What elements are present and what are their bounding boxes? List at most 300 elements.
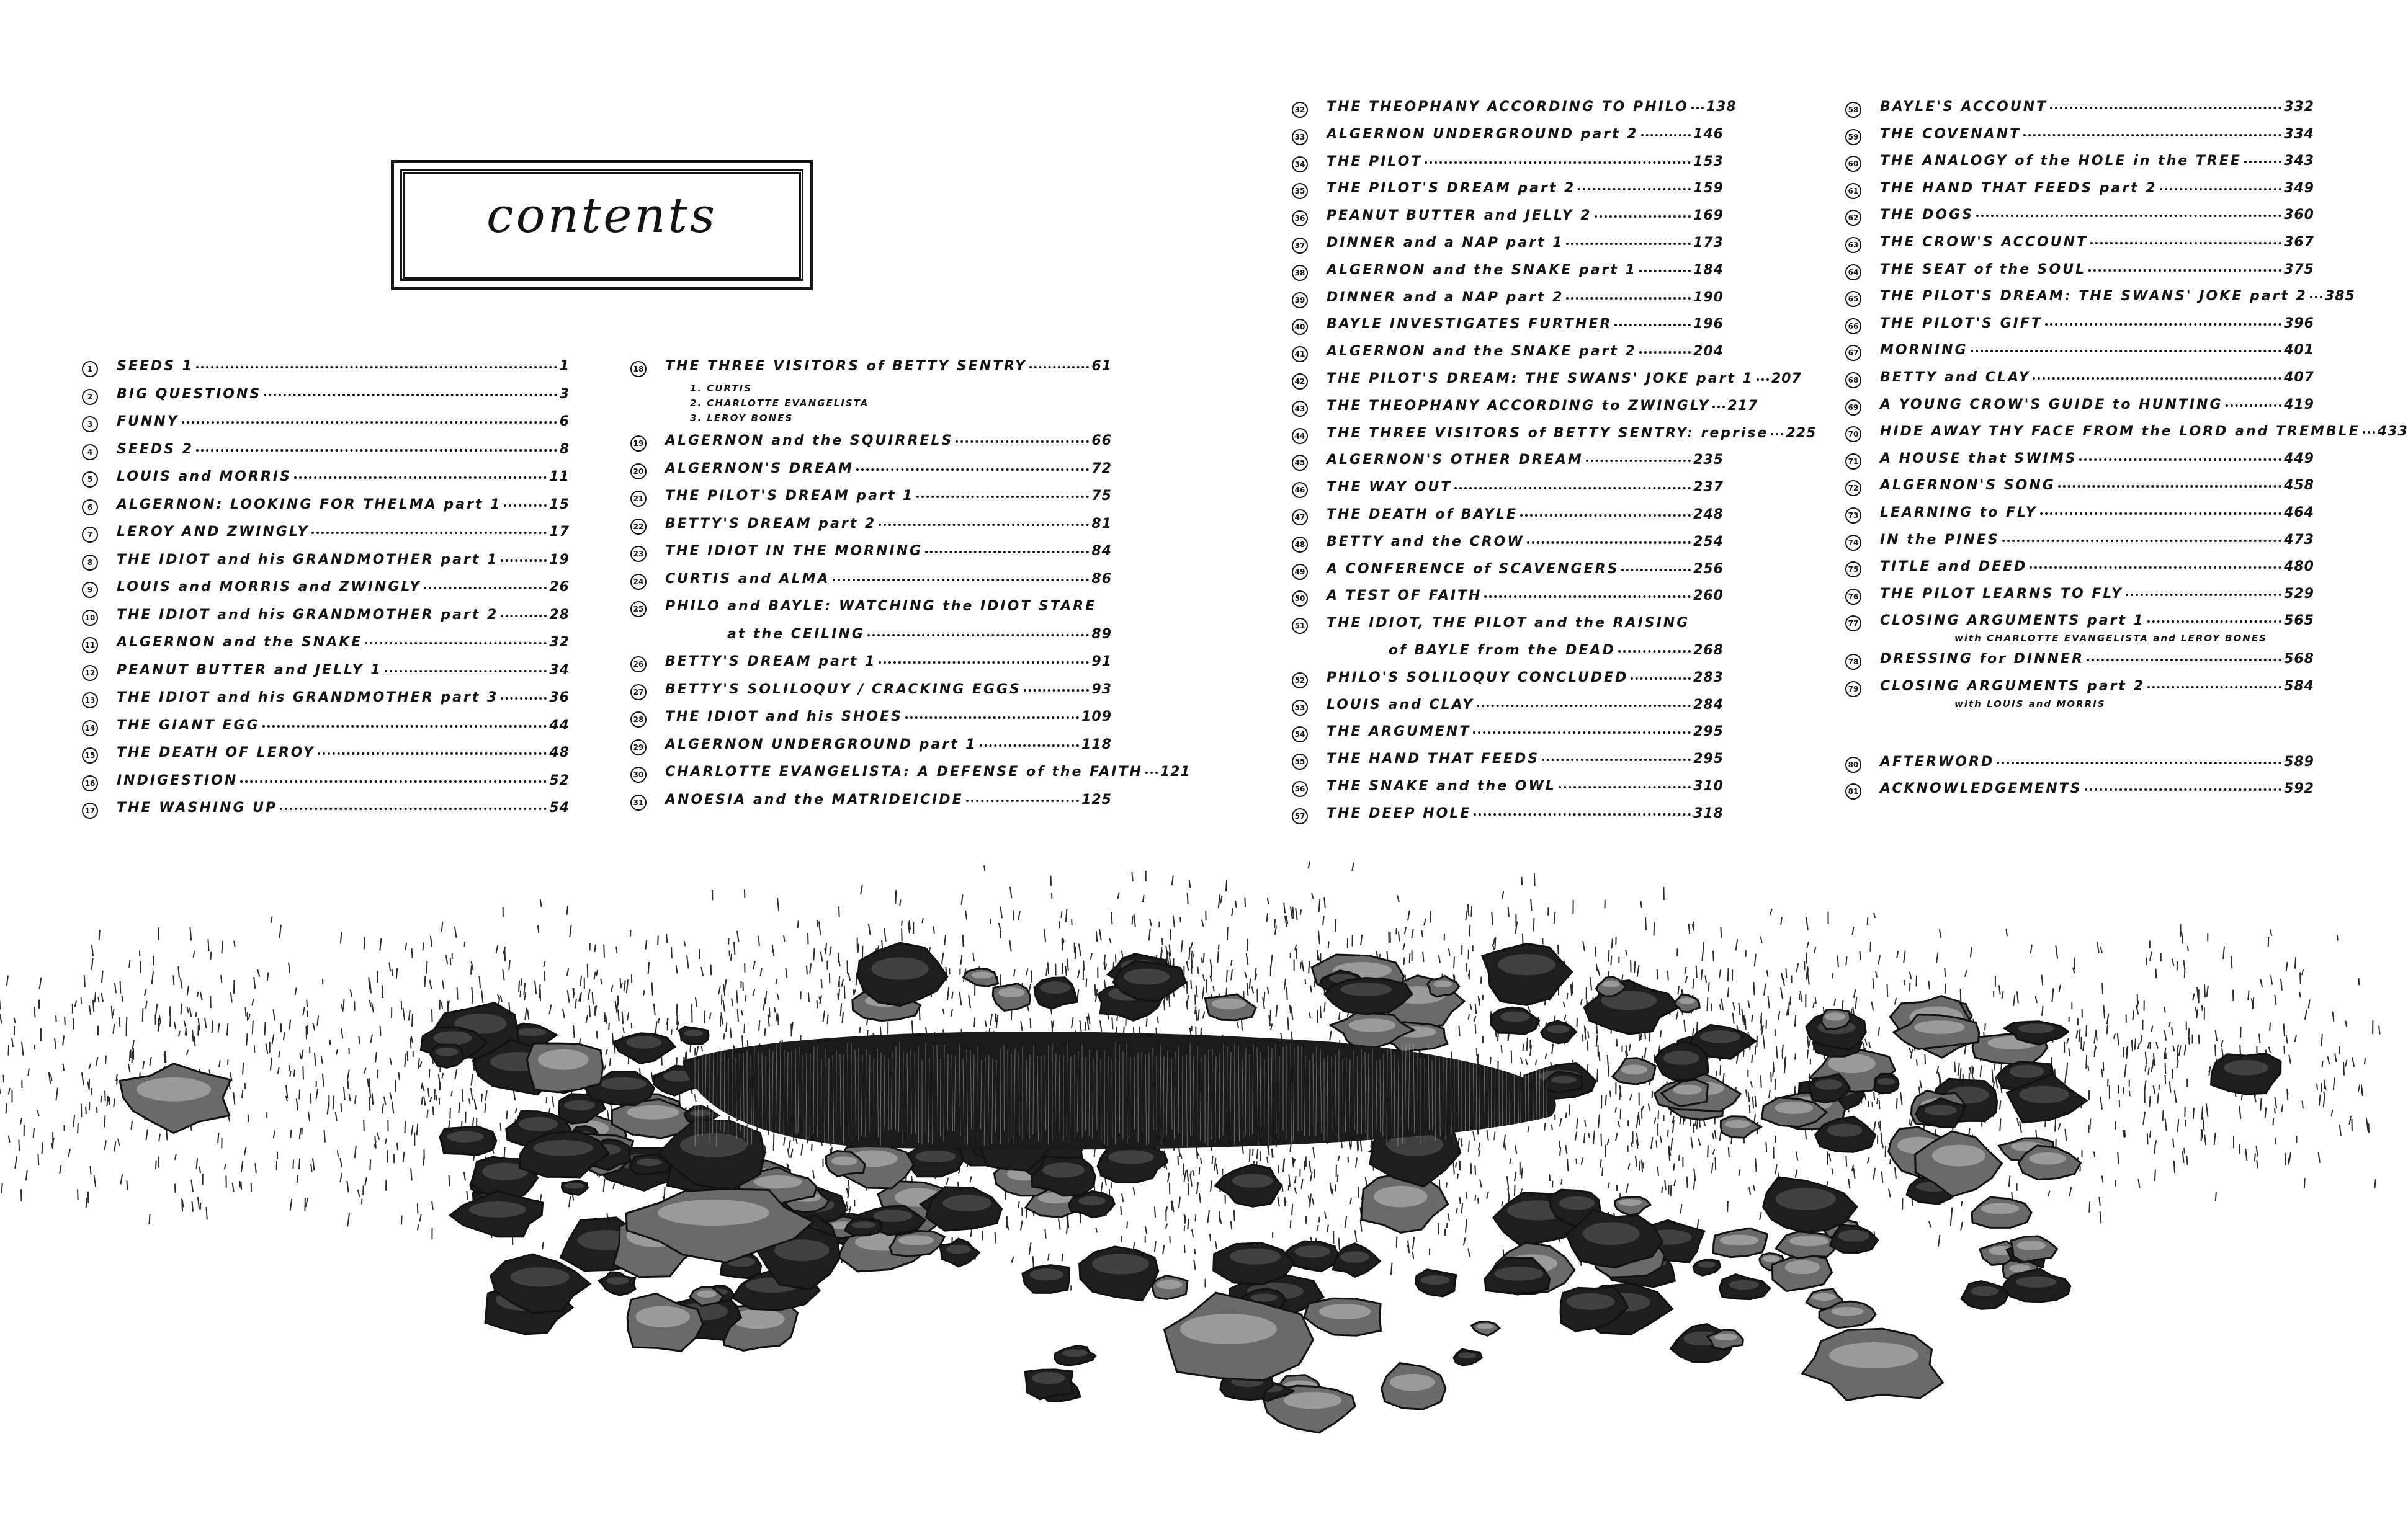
page-number: 217 [1727, 398, 1758, 414]
leader-dots [196, 449, 557, 452]
page-number: 17 [549, 524, 570, 540]
chapter-number: 42 [1292, 373, 1308, 390]
chapter-title: BIG QUESTIONS [117, 386, 262, 402]
toc-entry [633, 654, 1112, 683]
toc-entry [84, 607, 570, 636]
chapter-title: BETTY'S DREAM part 2 [665, 515, 877, 532]
leader-dots [2023, 134, 2281, 136]
toc-entry [1294, 126, 1724, 155]
leader-dots [2040, 512, 2281, 515]
chapter-number: 53 [1292, 700, 1308, 716]
chapter-title: THE PILOT [1327, 153, 1423, 169]
toc-entry [1294, 425, 1817, 454]
page-number: 1 [559, 359, 570, 374]
chapter-number: 21 [630, 491, 647, 507]
chapter-number: 76 [1845, 589, 1861, 605]
toc-entry [1848, 424, 2408, 452]
toc-entry [1848, 396, 2314, 426]
toc-entry [1294, 234, 1724, 264]
chapter-title: THE PILOT'S DREAM part 1 [665, 488, 915, 504]
leader-dots [1639, 351, 1691, 354]
leader-dots [1639, 270, 1691, 272]
toc-entry [1848, 99, 2314, 128]
leader-dots [1566, 297, 1691, 300]
toc-entry [1294, 588, 1724, 617]
chapter-title: AFTERWORD [1880, 754, 1995, 770]
chapter-title: PEANUT BUTTER and JELLY 1 [117, 662, 382, 678]
chapter-number: 18 [630, 361, 647, 377]
leader-dots [264, 394, 557, 396]
chapter-title: LOUIS and MORRIS and ZWINGLY [117, 579, 421, 595]
page-number: 48 [549, 745, 570, 760]
chapter-title: ANOESIA and the MATRIDEICIDE [665, 791, 964, 808]
toc-entry [1294, 452, 1724, 481]
page-number: 419 [2284, 396, 2314, 412]
page-number: 11 [549, 469, 570, 484]
leader-dots [311, 532, 547, 534]
leader-dots [424, 587, 547, 589]
chapter-number: 41 [1292, 346, 1308, 362]
page-number: 169 [1693, 208, 1724, 224]
page-number: 256 [1693, 561, 1724, 577]
leader-dots [2147, 686, 2281, 688]
toc-entry [1848, 126, 2314, 155]
toc-entry [1294, 99, 1737, 128]
page-number: 283 [1693, 669, 1724, 685]
chapter-title: A HOUSE that SWIMS [1880, 450, 2077, 466]
page-number: 589 [2284, 754, 2314, 770]
leader-dots [1618, 650, 1691, 653]
toc-entry [1294, 344, 1724, 372]
page-number: 8 [559, 441, 570, 457]
chapter-title: BETTY and the CROW [1327, 533, 1524, 550]
toc-entry [1848, 559, 2314, 587]
chapter-number: 75 [1845, 561, 1861, 577]
chapter-number: 59 [1845, 129, 1861, 145]
chapter-number: 67 [1845, 345, 1861, 361]
chapter-number: 32 [1292, 102, 1308, 118]
chapter-number: 80 [1845, 757, 1861, 773]
leader-dots [1595, 215, 1691, 218]
toc-column-1 [84, 359, 570, 829]
toc-entry [1848, 207, 2314, 236]
page-number: 401 [2284, 342, 2314, 359]
chapter-title: BAYLE'S ACCOUNT [1880, 99, 2048, 115]
page-number: 332 [2284, 99, 2314, 115]
toc-entry [1848, 369, 2314, 398]
toc-entry [87, 496, 570, 526]
leader-dots [1473, 731, 1691, 734]
toc-entry [1294, 724, 1724, 752]
chapter-title: THE WASHING UP [117, 800, 278, 816]
toc-entry [84, 690, 570, 719]
page-number: 34 [549, 662, 570, 678]
chapter-number: 26 [630, 656, 647, 672]
chapter-number: 72 [1845, 480, 1861, 496]
toc-entry [1294, 506, 1724, 535]
toc-entry [1294, 697, 1724, 726]
toc-entry [1848, 651, 2314, 680]
page-number: 184 [1693, 262, 1724, 278]
toc-entry [1848, 586, 2314, 615]
chapter-number: 30 [630, 767, 647, 783]
chapter-number: 78 [1845, 654, 1861, 670]
toc-entry [1848, 153, 2314, 182]
chapter-number: 79 [1845, 681, 1861, 697]
chapter-number: 20 [630, 463, 647, 479]
chapter-number: 50 [1292, 590, 1308, 607]
chapter-title: THE PILOT'S DREAM: THE SWANS' JOKE part 2 [1880, 288, 2307, 305]
leader-dots [1474, 813, 1691, 816]
chapter-title: THE PILOT'S GIFT [1880, 315, 2043, 331]
leader-dots [956, 440, 1089, 443]
page-number: 75 [1091, 488, 1112, 504]
chapter-number: 35 [1292, 183, 1308, 199]
toc-entry [1848, 754, 2314, 783]
page-number: 295 [1693, 751, 1724, 767]
page-number: 207 [1771, 370, 1802, 386]
chapter-title: DRESSING for DINNER [1880, 651, 2084, 667]
toc-entry [633, 709, 1112, 738]
chapter-title: BETTY and CLAY [1880, 369, 2031, 385]
toc-entry [87, 386, 570, 416]
chapter-number: 24 [630, 574, 647, 590]
chapter-title: BAYLE INVESTIGATES FURTHER [1327, 316, 1613, 332]
chapter-title: A YOUNG CROW'S GUIDE to HUNTING [1880, 396, 2223, 412]
chapter-number: 61 [1845, 183, 1861, 199]
chapter-title: THE ANALOGY of the HOLE in the TREE [1880, 153, 2242, 169]
leader-dots [2058, 485, 2281, 488]
toc-entry [1294, 669, 1724, 698]
leader-dots [2310, 296, 2322, 298]
chapter-title: CLOSING ARGUMENTS part 2 [1880, 678, 2145, 694]
chapter-number: 33 [1292, 129, 1308, 145]
chapter-number: 57 [1292, 808, 1308, 824]
toc-entry [633, 764, 1191, 793]
page-number: 349 [2284, 180, 2314, 196]
chapter-title: THE SEAT of the SOUL [1880, 261, 2087, 277]
chapter-title: THE SNAKE and the OWL [1327, 778, 1556, 794]
chapter-title: THE DOGS [1880, 207, 1974, 223]
leader-dots [916, 496, 1089, 498]
page-number: 15 [549, 496, 570, 512]
leader-dots [2087, 659, 2281, 661]
page-number: 334 [2284, 126, 2314, 142]
chapter-title: PEANUT BUTTER and JELLY 2 [1327, 208, 1592, 224]
page-number: 237 [1693, 479, 1724, 496]
leader-dots [2244, 161, 2281, 163]
leader-dots [1621, 569, 1691, 571]
chapter-number: 68 [1845, 372, 1861, 388]
leader-dots [1586, 460, 1691, 462]
leader-dots [182, 421, 557, 424]
toc-entry [633, 488, 1112, 517]
chapter-number: 39 [1292, 292, 1308, 308]
chapter-title: THE THREE VISITORS of BETTY SENTRY: reprise [1327, 425, 1769, 441]
leader-dots [2050, 107, 2281, 109]
chapter-number: 7 [82, 527, 98, 543]
page-number: 473 [2284, 532, 2314, 548]
toc-entry [1294, 751, 1724, 780]
toc-entry [1294, 615, 1724, 671]
chapter-title: ALGERNON: LOOKING FOR THELMA part 1 [117, 496, 502, 512]
chapter-number: 44 [1292, 428, 1308, 444]
page-number: 109 [1081, 709, 1112, 724]
toc-entry [84, 635, 570, 664]
rock-field [120, 943, 2281, 1433]
toc-entry [633, 543, 1112, 573]
page-number: 91 [1091, 654, 1112, 669]
page-number: 125 [1081, 791, 1112, 808]
page-number: 407 [2284, 369, 2314, 385]
toc-entry [1294, 289, 1724, 318]
toc-column-2 [633, 359, 1191, 821]
page-number: 367 [2284, 234, 2314, 250]
page-number: 433 [2377, 424, 2408, 440]
toc-entry [84, 772, 570, 802]
chapter-title: THE HAND THAT FEEDS [1327, 751, 1540, 767]
chapter-title: THE IDIOT, THE PILOT and the RAISING [1327, 615, 1690, 631]
leader-dots [856, 468, 1089, 471]
chapter-title: THE IDIOT and his GRANDMOTHER part 1 [117, 551, 499, 568]
chapter-number: 14 [82, 720, 98, 736]
chapter-title: THE IDIOT and his SHOES [665, 709, 903, 724]
toc-entry [1848, 180, 2314, 209]
toc-entry [87, 524, 570, 553]
page-number: 584 [2284, 678, 2314, 694]
toc-entry [1848, 781, 2314, 809]
chapter-title: THE ARGUMENT [1327, 724, 1471, 740]
leader-dots [2088, 269, 2281, 272]
chapter-title: BETTY'S SOLILOQUY / CRACKING EGGS [665, 681, 1021, 697]
toc-entry [1294, 262, 1724, 291]
sublist-item: 1. CURTIS [690, 383, 753, 394]
chapter-number: 16 [82, 775, 98, 791]
leader-dots [1566, 243, 1691, 245]
toc-column-4 [1848, 99, 2408, 809]
chapter-number: 10 [82, 610, 98, 626]
toc-entry [1294, 805, 1724, 834]
leader-dots [240, 780, 547, 783]
chapter-number: 56 [1292, 781, 1308, 797]
chapter-number: 5 [82, 471, 98, 488]
chapter-title: THE HAND THAT FEEDS part 2 [1880, 180, 2157, 196]
leader-dots [867, 634, 1090, 636]
leader-dots [879, 661, 1089, 664]
chapter-number: 40 [1292, 319, 1308, 335]
chapter-note: with CHARLOTTE EVANGELISTA and LEROY BONES [1954, 633, 2267, 644]
leader-dots [2226, 404, 2282, 407]
toc-entry [633, 359, 1112, 426]
chapter-title: HIDE AWAY THY FACE FROM the LORD and TREMBLE [1880, 424, 2360, 440]
page-number: 28 [549, 607, 570, 623]
chapter-title: THE COVENANT [1880, 126, 2021, 142]
leader-dots [966, 800, 1079, 802]
chapter-title: LOUIS and MORRIS [117, 469, 292, 484]
chapter-title: THE WAY OUT [1327, 479, 1452, 496]
leader-dots [1542, 759, 1691, 761]
toc-entry [1848, 288, 2355, 317]
chapter-title: ALGERNON UNDERGROUND part 1 [665, 736, 977, 752]
chapter-number: 49 [1292, 564, 1308, 580]
page-number: 204 [1693, 344, 1724, 360]
chapter-number: 47 [1292, 509, 1308, 525]
page-number: 295 [1693, 724, 1724, 740]
chapter-title: ALGERNON'S OTHER DREAM [1327, 452, 1583, 468]
chapter-title: LEARNING to FLY [1880, 504, 2038, 520]
chapter-title: TITLE and DEED [1880, 559, 2028, 575]
page-number: 93 [1091, 681, 1112, 697]
toc-entry [1294, 479, 1724, 508]
page-number: 153 [1693, 153, 1724, 169]
page-title: contents [486, 188, 717, 244]
chapter-number: 81 [1845, 783, 1861, 800]
leader-dots [365, 642, 547, 644]
chapter-title: LOUIS and CLAY [1327, 697, 1475, 713]
leader-dots [980, 744, 1079, 747]
page-number: 568 [2284, 651, 2314, 667]
page-number: 565 [2284, 613, 2314, 629]
contents-title-frame [391, 160, 813, 290]
toc-entry [84, 745, 570, 774]
chapter-title: ACKNOWLEDGEMENTS [1880, 781, 2082, 797]
leader-dots [1971, 350, 2281, 352]
chapter-title: THE PILOT'S DREAM part 2 [1327, 180, 1576, 197]
toc-entry [1848, 678, 2314, 718]
chapter-title: CURTIS and ALMA [665, 571, 830, 587]
chapter-title: THE IDIOT IN THE MORNING [665, 543, 923, 559]
chapter-title: DINNER and a NAP part 1 [1327, 234, 1564, 251]
toc-entry [84, 800, 570, 829]
chapter-number: 48 [1292, 537, 1308, 553]
leader-dots [2147, 620, 2281, 623]
toc-column-3 [1294, 99, 1817, 834]
chapter-number: 74 [1845, 535, 1861, 551]
toc-entry [1294, 208, 1724, 236]
chapter-title: FUNNY [117, 414, 179, 429]
leader-dots [385, 670, 547, 672]
chapter-note: with LOUIS and MORRIS [1954, 698, 2106, 710]
leader-dots [318, 752, 547, 755]
page-number: 529 [2284, 586, 2314, 602]
chapter-number: 15 [82, 747, 98, 764]
chapter-number: 71 [1845, 453, 1861, 470]
toc-entry [87, 414, 570, 443]
toc-entry [87, 579, 570, 608]
chapter-title: THE THEOPHANY ACCORDING TO PHILO [1327, 99, 1689, 115]
chapter-title: THE GIANT EGG [117, 717, 260, 733]
page-number: 36 [549, 690, 570, 705]
leader-dots [1757, 378, 1769, 381]
chapter-number: 52 [1292, 672, 1308, 688]
toc-entry [633, 791, 1112, 821]
page-number: 343 [2284, 153, 2314, 169]
page-number: 254 [1693, 533, 1724, 550]
chapter-number: 23 [630, 546, 647, 562]
toc-entry [87, 359, 570, 388]
leader-dots [1691, 107, 1704, 109]
toc-entry [1294, 316, 1724, 345]
chapter-number: 27 [630, 684, 647, 700]
page-number: 173 [1693, 234, 1724, 251]
chapter-number: 77 [1845, 615, 1861, 631]
page-number: 464 [2284, 504, 2314, 520]
page-number: 458 [2284, 478, 2314, 494]
toc-entry [1294, 778, 1724, 807]
page-number: 268 [1693, 642, 1724, 658]
leader-dots [1997, 762, 2281, 764]
toc-entry [1294, 398, 1758, 427]
toc-entry [1848, 261, 2314, 290]
toc-entry [1848, 315, 2314, 344]
chapter-title: THE DEATH of BAYLE [1327, 506, 1518, 522]
chapter-number: 17 [82, 803, 98, 819]
sublist-item: 3. LEROY BONES [690, 412, 794, 424]
page-number: 159 [1693, 180, 1724, 197]
chapter-number: 54 [1292, 726, 1308, 742]
leader-dots [2090, 242, 2281, 244]
leader-dots [925, 551, 1089, 553]
leader-dots [2085, 788, 2282, 791]
chapter-number: 2 [82, 389, 98, 405]
leader-dots [2033, 377, 2281, 380]
leader-dots [2030, 566, 2281, 569]
chapter-number: 62 [1845, 210, 1861, 226]
chapter-title: THE CROW'S ACCOUNT [1880, 234, 2088, 250]
toc-entry [1294, 370, 1802, 399]
chapter-number: 3 [82, 416, 98, 432]
chapter-title: THE PILOT LEARNS TO FLY [1880, 586, 2123, 602]
toc-entry [87, 469, 570, 498]
page-number: 118 [1081, 736, 1112, 752]
leader-dots [501, 615, 547, 617]
chapter-number: 65 [1845, 291, 1861, 307]
page-number: 19 [549, 551, 570, 568]
chapter-number: 43 [1292, 401, 1308, 417]
page-number: 225 [1786, 425, 1817, 441]
chapter-title: ALGERNON and the SNAKE part 2 [1327, 344, 1637, 360]
chapter-number: 31 [630, 795, 647, 811]
toc-entry [87, 551, 570, 581]
chapter-title: BETTY'S DREAM part 1 [665, 654, 877, 669]
page-number: 44 [549, 717, 570, 733]
leader-dots [2002, 540, 2281, 542]
chapter-number: 1 [82, 361, 98, 377]
chapter-title-continuation: at the CEILING [727, 626, 865, 642]
leader-dots [262, 725, 547, 728]
chapter-number: 13 [82, 692, 98, 708]
chapter-title: ALGERNON'S DREAM [665, 460, 854, 476]
page-number: 138 [1706, 99, 1737, 115]
chapter-title: THE PILOT'S DREAM: THE SWANS' JOKE part 1 [1327, 370, 1754, 386]
toc-entry [633, 681, 1112, 711]
page-number: 89 [1091, 626, 1112, 642]
chapter-number: 22 [630, 519, 647, 535]
chapter-title: THE THREE VISITORS of BETTY SENTRY [665, 359, 1027, 374]
chapter-title-continuation: of BAYLE from the DEAD [1389, 642, 1616, 658]
chapter-number: 28 [630, 711, 647, 728]
chapter-number: 58 [1845, 102, 1861, 118]
leader-dots [1712, 406, 1725, 408]
chapter-title: THE DEATH OF LEROY [117, 745, 315, 760]
chapter-number: 46 [1292, 482, 1308, 498]
chapter-number: 9 [82, 582, 98, 598]
leader-dots [1477, 705, 1691, 707]
page-number: 3 [559, 386, 570, 402]
chapter-title: ALGERNON and the SNAKE part 1 [1327, 262, 1637, 278]
page-number: 449 [2284, 450, 2314, 466]
chapter-number: 19 [630, 435, 647, 452]
